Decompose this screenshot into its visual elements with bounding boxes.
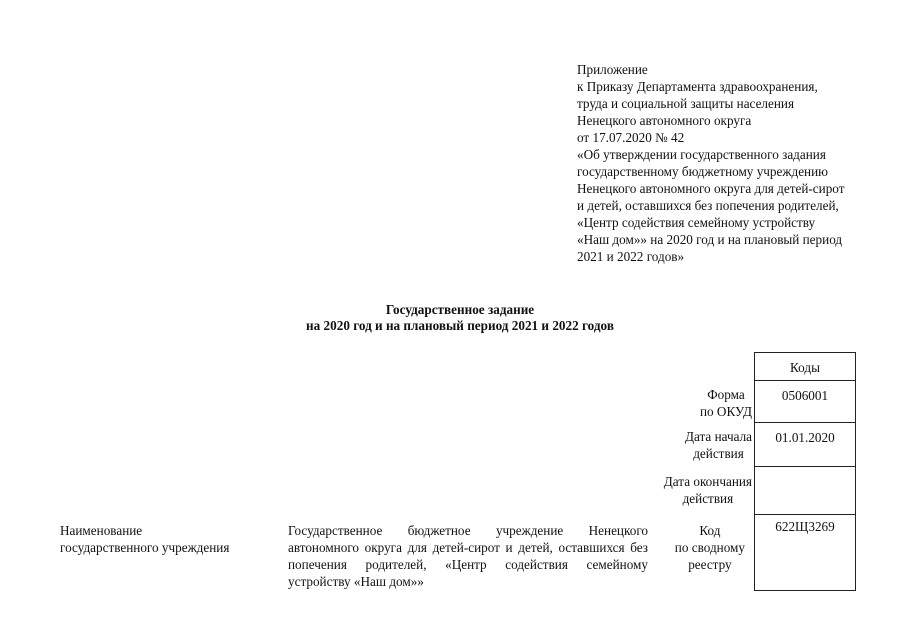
start-date-value: 01.01.2020 — [755, 423, 856, 467]
end-date-label-line2: действия — [682, 491, 734, 506]
appendix-line: Приложение — [577, 62, 648, 77]
registry-code-label-line1: Код — [699, 523, 721, 538]
codes-table — [754, 352, 856, 591]
okud-label-line2: по ОКУД — [699, 404, 752, 419]
end-date-label-line1: Дата окончания — [663, 474, 752, 489]
document-title-line1: Государственное задание — [385, 302, 535, 317]
appendix-line: 2021 и 2022 годов» — [577, 249, 685, 264]
appendix-line: от 17.07.2020 № 42 — [577, 130, 685, 145]
institution-label-line2: государственного учреждения — [60, 540, 230, 555]
appendix-block — [577, 61, 877, 265]
appendix-line: государственному бюджетному учреждению — [577, 164, 829, 179]
start-date-label — [685, 428, 752, 462]
document-title — [240, 302, 680, 334]
appendix-line: «Наш дом»» на 2020 год и на плановый период — [577, 232, 843, 247]
appendix-line: к Приказу Департамента здравоохранения, — [577, 79, 818, 94]
institution-name-value: Государственное бюджетное учреждение Ненецкого автономного округа для детей-сирот и детей, оставшихся без попечения родителей, «Центр содействия семейному устройству «Наш дом»» — [288, 523, 648, 589]
okud-code-value: 0506001 — [755, 381, 856, 423]
institution-label-line1: Наименование — [60, 523, 143, 538]
document-title-line2: на 2020 год и на плановый период 2021 и 2022 годов — [306, 318, 614, 333]
registry-code-value: 622Щ3269 — [755, 515, 856, 591]
appendix-line: труда и социальной защиты населения — [577, 96, 795, 111]
registry-code-label — [675, 522, 745, 573]
registry-code-label-line3: реестру — [688, 557, 732, 572]
end-date-label — [664, 473, 752, 507]
end-date-value — [755, 467, 856, 515]
start-date-label-line2: действия — [693, 446, 744, 461]
start-date-label-line1: Дата начала — [685, 429, 752, 444]
appendix-line: Ненецкого автономного округа — [577, 113, 752, 128]
appendix-line: «Об утверждении государственного задания — [577, 147, 826, 162]
appendix-line: и детей, оставшихся без попечения родителей, — [577, 198, 839, 213]
registry-code-label-line2: по сводному — [674, 540, 745, 555]
okud-label — [700, 386, 752, 420]
codes-header: Коды — [755, 353, 856, 381]
appendix-line: «Центр содействия семейному устройству — [577, 215, 816, 230]
institution-name-label — [60, 522, 280, 556]
okud-label-line1: Форма — [707, 387, 745, 402]
appendix-line: Ненецкого автономного округа для детей-сирот — [577, 181, 845, 196]
